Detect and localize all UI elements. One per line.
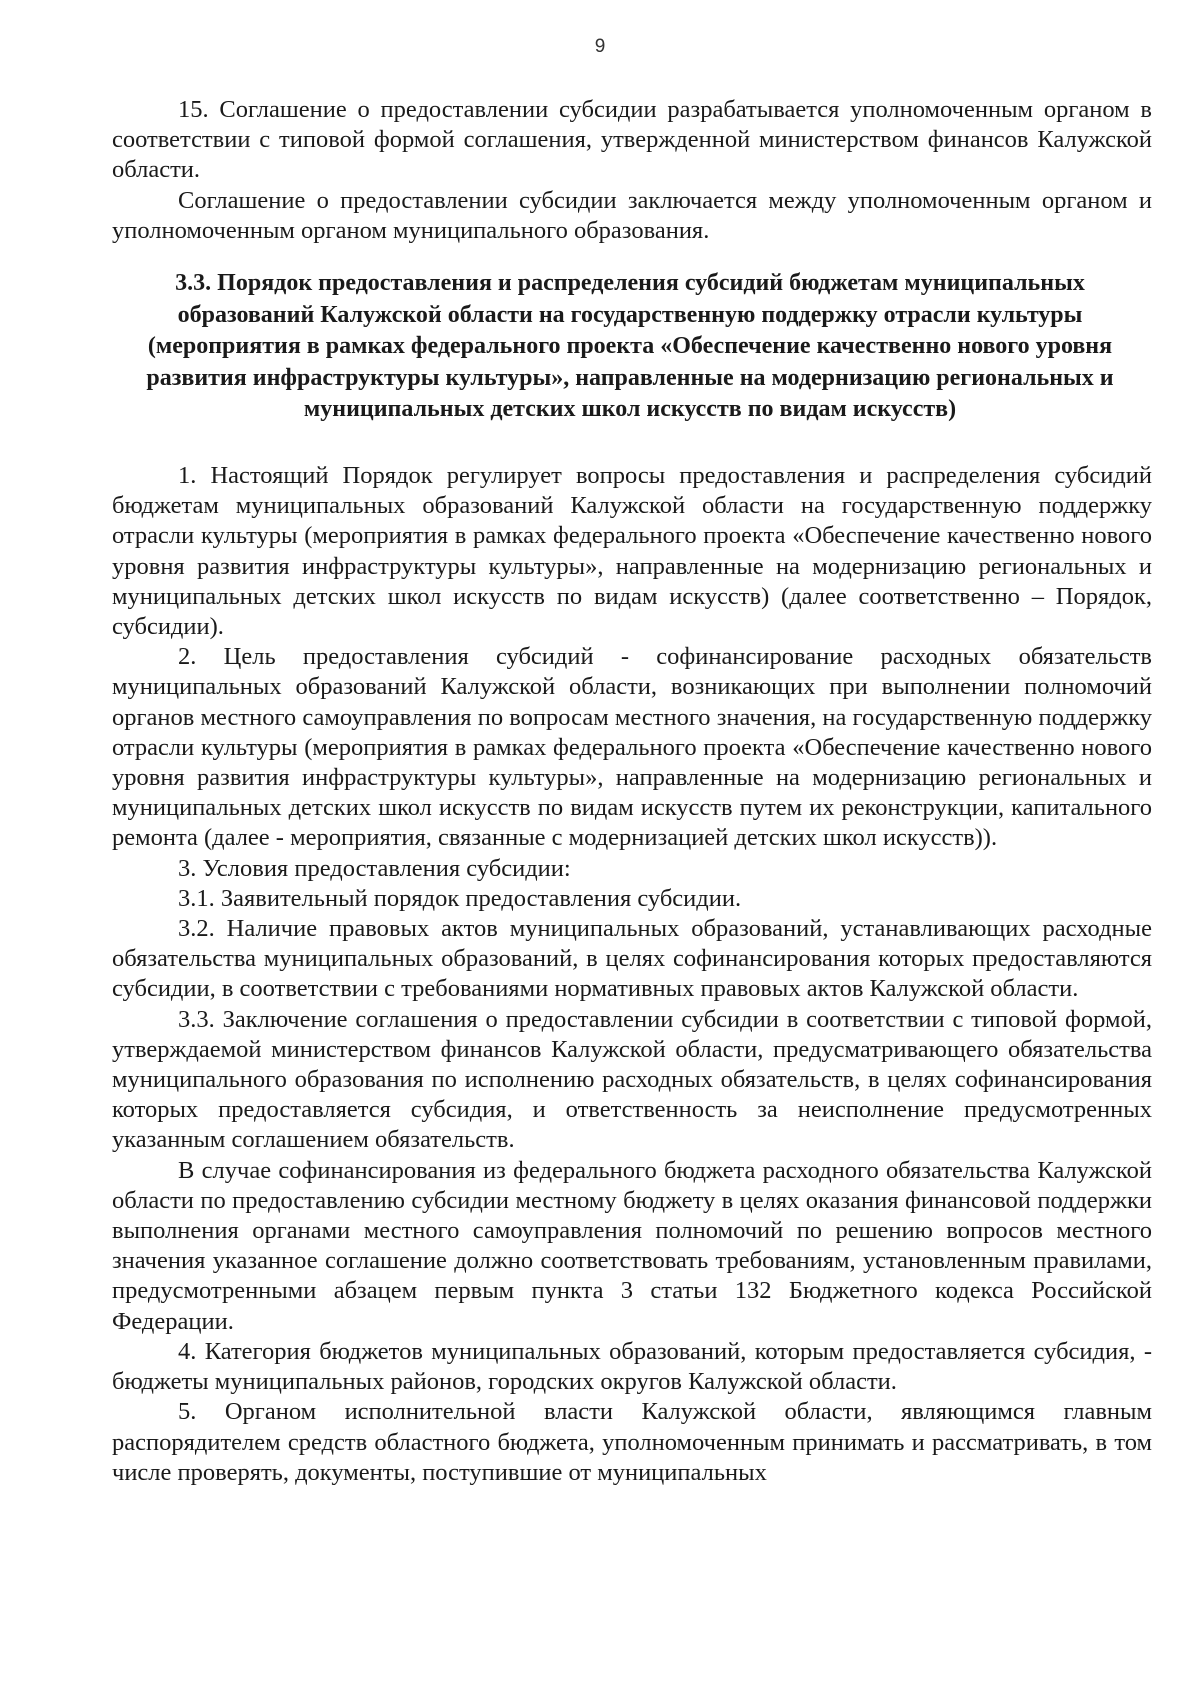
paragraph-cofinancing: В случае софинансирования из федерального бюджета расходного обязательства Калужской области по предоставлению субсидии местному бюджету в целях оказания финансовой поддержки выполнения органами местного самоуправления полномочий по решению вопросов местного значения указанное соглашение должно соответствовать требованиям, установленным правилами, предусмотренными абзацем первым пункта 3 статьи 132 Бюджетного кодекса Российской Федерации. [112, 1156, 1152, 1335]
paragraph-15: 15. Соглашение о предоставлении субсидии разрабатывается уполномоченным органом в соответствии с типовой формой соглашения, утвержденной министерством финансов Калужской области. [112, 96, 1152, 184]
page-number: 9 [594, 36, 606, 57]
paragraph-3-2: 3.2. Наличие правовых актов муниципальных образований, устанавливающих расходные обязательства муниципальных образований, в целях софинансирования которых предоставляются субсидии, в соответствии с требованиями нормативных правовых актов Калужской области. [112, 915, 1152, 1003]
paragraph-3-1: 3.1. Заявительный порядок предоставления субсидии. [178, 884, 742, 912]
paragraph-5: 5. Органом исполнительной власти Калужской области, являющимся главным распорядителем средств областного бюджета, уполномоченным принимать и рассматривать, в том числе проверять, документы, поступившие от муниципальных [112, 1398, 1152, 1486]
paragraph-1: 1. Настоящий Порядок регулирует вопросы предоставления и распределения субсидий бюджетам муниципальных образований Калужской области на государственную поддержку отрасли культуры (мероприятия в рамках федерального проекта «Обеспечение качественно нового уровня развития инфраструктуры культуры», направленные на модернизацию региональных и муниципальных детских школ искусств по видам искусств) (далее соответственно – Порядок, субсидии). [112, 462, 1152, 641]
top-section [112, 95, 1152, 246]
section-heading-text: 3.3. Порядок предоставления и распределения субсидий бюджетам муниципальных образований Калужской области на государственную поддержку отрасли культуры (мероприятия в рамках федерального проекта «Обеспечение качественно нового уровня развития инфраструктуры культуры», направленные на модернизацию региональных и муниципальных детских школ искусств по видам искусств) [146, 270, 1114, 423]
paragraph-3-3: 3.3. Заключение соглашения о предоставлении субсидии в соответствии с типовой формой, утверждаемой министерством финансов Калужской области, предусматривающего обязательства муниципального образования по исполнению расходных обязательств, в целях софинансирования которых предоставляется субсидия, и ответственность за неисполнение предусмотренных указанным соглашением обязательств. [112, 1005, 1152, 1154]
paragraph-4: 4. Категория бюджетов муниципальных образований, которым предоставляется субсидия, - бюджеты муниципальных районов, городских округов Калужской области. [112, 1337, 1152, 1396]
paragraph-2: 2. Цель предоставления субсидий - софинансирование расходных обязательств муниципальных образований Калужской области, возникающих при выполнении полномочий органов местного самоуправления по вопросам местного значения, на государственную поддержку отрасли культуры (мероприятия в рамках федерального проекта «Обеспечение качественно нового уровня развития инфраструктуры культуры», направленные на модернизацию региональных и муниципальных детских школ искусств по видам искусств путем их реконструкции, капитального ремонта (далее - мероприятия, связанные с модернизацией детских школ искусств)). [112, 643, 1152, 852]
body-section [112, 461, 1152, 1488]
paragraph-agreement: Соглашение о предоставлении субсидии заключается между уполномоченным органом и уполномоченным органом муниципального образования. [112, 186, 1152, 244]
paragraph-3: 3. Условия предоставления субсидии: [178, 854, 571, 882]
section-heading [120, 268, 1140, 426]
